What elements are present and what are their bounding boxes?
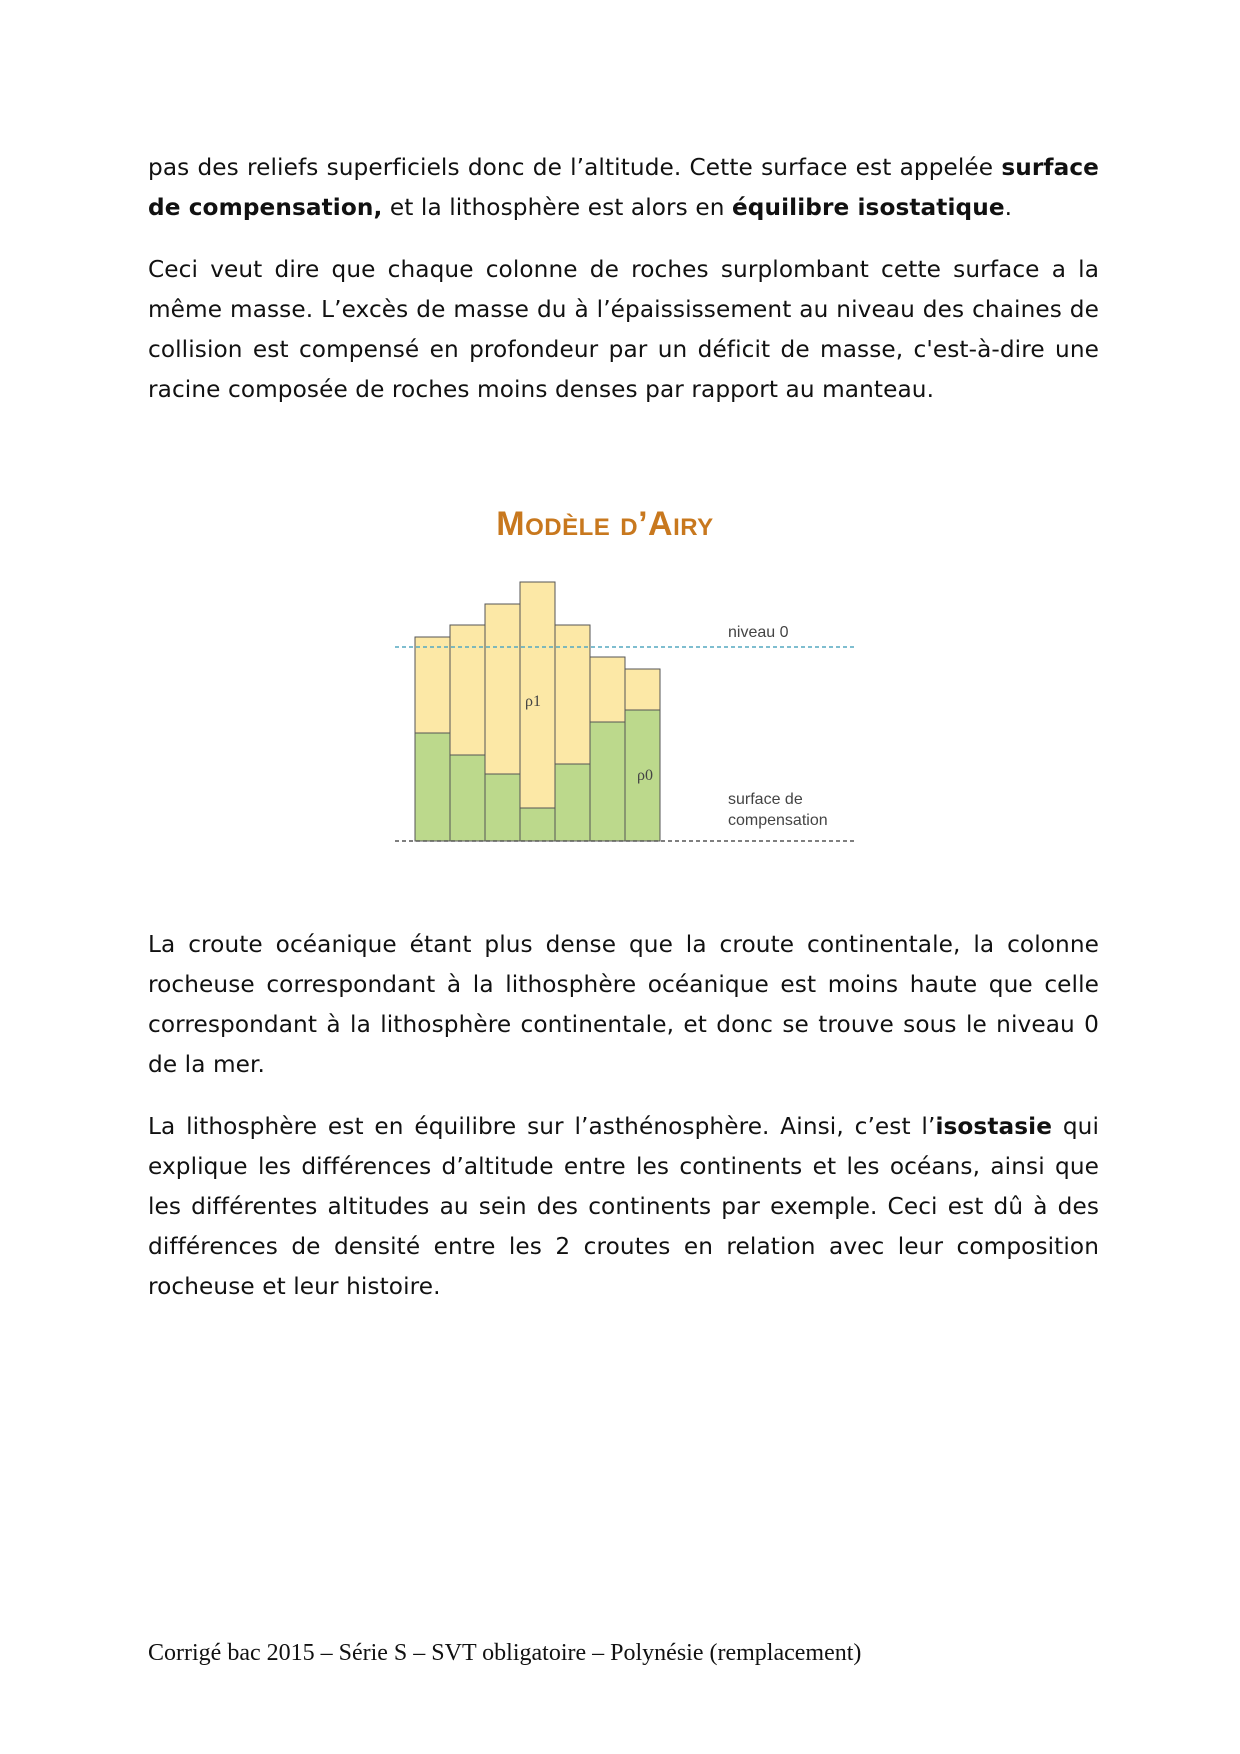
level-label: niveau 0 (728, 624, 789, 641)
column-7-crust (625, 669, 660, 710)
paragraph-compensation-surface (148, 148, 1099, 228)
p1-text-1: pas des reliefs superficiels donc de l’altitude. Cette surface est appelée (148, 154, 1002, 181)
paragraph-isostasy (148, 1107, 1099, 1307)
term-equilibre-isostatique: équilibre isostatique (731, 194, 1005, 221)
rho1-label: ρ1 (525, 693, 541, 710)
term-surface-compensation: surface de compensation, (148, 154, 1099, 221)
page-footer: Corrigé bac 2015 – Série S – SVT obligatoire – Polynésie (remplacement) (148, 1640, 862, 1666)
column-6-crust (590, 657, 625, 722)
column-5-root (555, 764, 590, 841)
column-2-root (450, 755, 485, 841)
rho0-label: ρ0 (637, 767, 653, 784)
surface-label-line1: surface de (728, 791, 803, 808)
surface-label-line2: compensation (728, 812, 828, 829)
airy-model-diagram (390, 490, 860, 845)
column-4-root (520, 808, 555, 841)
airy-model-figure (390, 490, 860, 845)
p4-text-2: qui explique les différences d’altitude entre les continents et les océans, ainsi que les différentes altitudes au sein des continents par exemple. Ceci est dû à des différences de densité entre les 2 croutes en relation avec leur composition rocheuse et leur histoire. (148, 1113, 1099, 1300)
column-2-crust (450, 625, 485, 755)
paragraph-mass-columns: Ceci veut dire que chaque colonne de roches surplombant cette surface a la même masse. L’excès de masse du à l’épaississement au niveau des chaines de collision est compensé en profondeur par un déficit de masse, c'est-à-dire une racine composée de roches moins denses par rapport au manteau. (148, 256, 1099, 403)
column-3-crust (485, 604, 520, 774)
p4-text-1: La lithosphère est en équilibre sur l’asthénosphère. Ainsi, c’est l’ (148, 1113, 936, 1140)
column-6-root (590, 722, 625, 841)
column-5-crust (555, 625, 590, 764)
p1-text-3: . (1004, 194, 1013, 221)
p1-text-2: et la lithosphère est alors en (382, 194, 732, 221)
column-3-root (485, 774, 520, 841)
column-1-root (415, 733, 450, 841)
column-1-crust (415, 637, 450, 733)
term-isostasie: isostasie (935, 1113, 1053, 1140)
paragraph-oceanic-crust: La croute océanique étant plus dense que la croute continentale, la colonne rocheuse correspondant à la lithosphère océanique est moins haute que celle correspondant à la lithosphère continentale, et donc se trouve sous le niveau 0 de la mer. (148, 931, 1099, 1078)
figure-title: Modèle d’Airy (496, 505, 714, 543)
columns-group (415, 582, 660, 841)
